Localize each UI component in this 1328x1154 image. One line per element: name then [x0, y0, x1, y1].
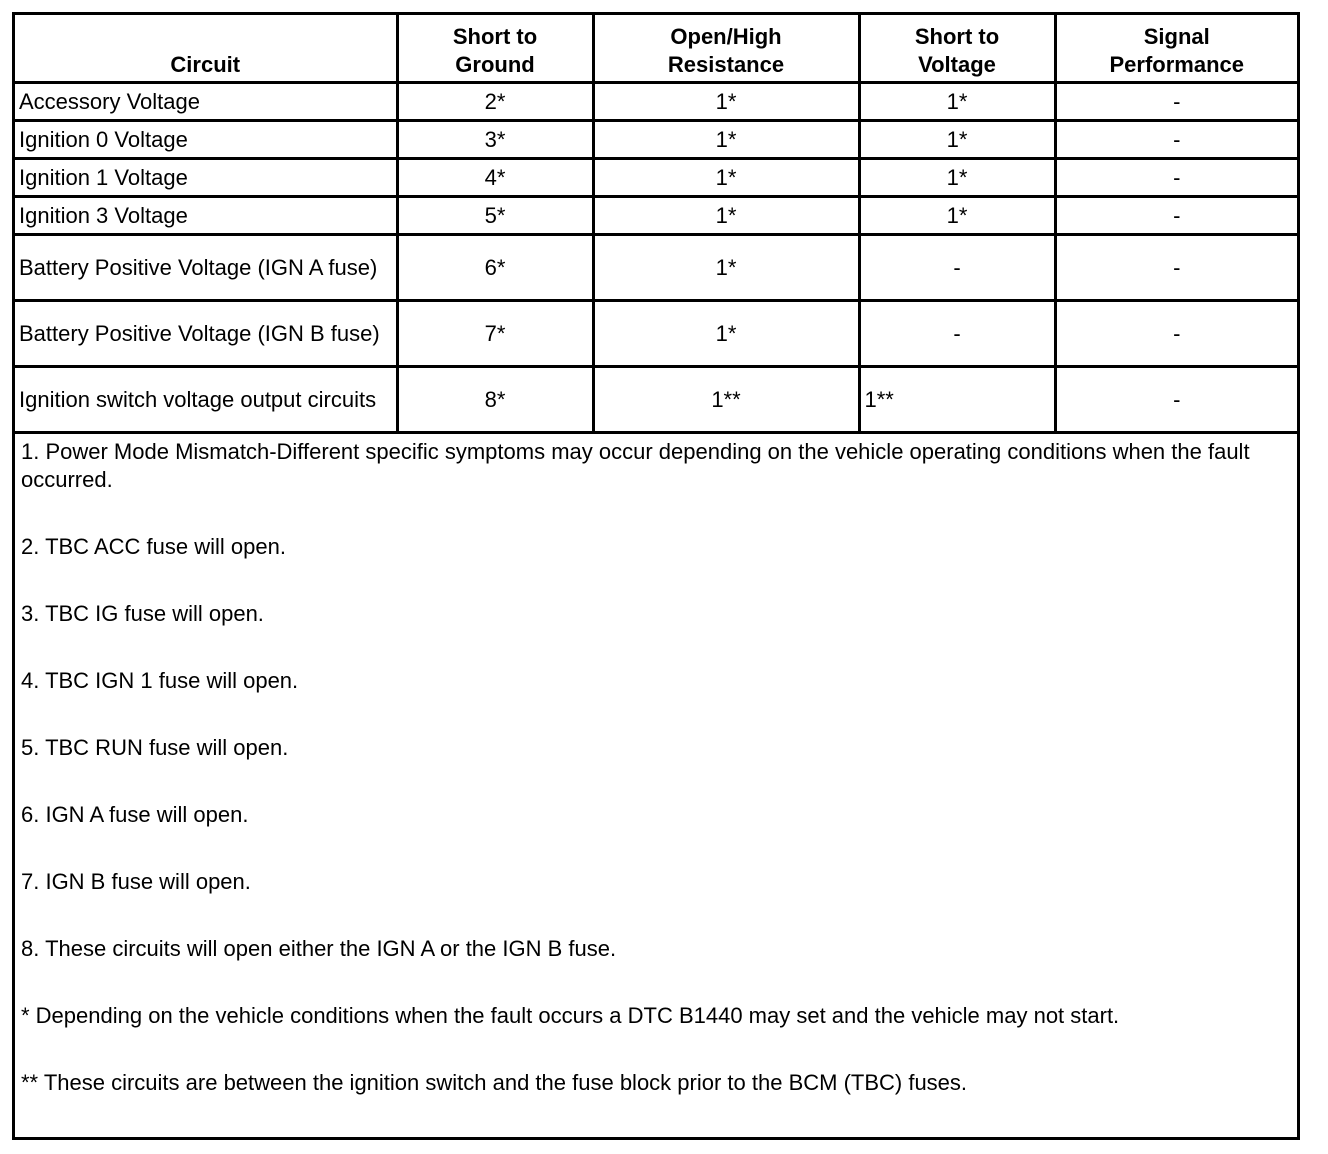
notes-section — [15, 434, 1297, 1097]
circuit-cell: Ignition switch voltage output circuits — [15, 367, 397, 433]
note-5: 5. TBC RUN fuse will open. — [21, 735, 289, 760]
open-high-resistance-cell: 1** — [593, 367, 859, 433]
header-circuit — [15, 15, 397, 83]
note-7: 7. IGN B fuse will open. — [21, 869, 251, 894]
short-to-voltage-cell: 1** — [859, 367, 1055, 433]
header-line: Performance — [1109, 52, 1244, 77]
note-1: 1. Power Mode Mismatch-Different specific symptoms may occur depending on the vehicle operating conditions when the fault occurred. — [21, 439, 1250, 492]
short-to-voltage-cell: 1* — [859, 83, 1055, 121]
circuit-cell: Battery Positive Voltage (IGN B fuse) — [15, 301, 397, 367]
short-to-voltage-cell: 1* — [859, 159, 1055, 197]
note-2: 2. TBC ACC fuse will open. — [21, 534, 286, 559]
note-6: 6. IGN A fuse will open. — [21, 802, 249, 827]
header-signal-performance — [1055, 15, 1297, 83]
header-open-high-resistance — [593, 15, 859, 83]
circuit-cell: Ignition 1 Voltage — [15, 159, 397, 197]
header-line: Circuit — [170, 52, 241, 77]
header-line: Short to — [914, 24, 1000, 49]
short-to-ground-cell: 6* — [397, 235, 593, 301]
short-to-ground-cell: 2* — [397, 83, 593, 121]
open-high-resistance-cell: 1* — [593, 83, 859, 121]
header-line: Open/High — [670, 24, 782, 49]
short-to-voltage-cell: - — [859, 301, 1055, 367]
fault-symptom-document — [12, 12, 1300, 1140]
header-line: Ground — [455, 52, 535, 77]
short-to-voltage-cell: 1* — [859, 121, 1055, 159]
header-line: Signal — [1143, 24, 1210, 49]
note-8: 8. These circuits will open either the IGN A or the IGN B fuse. — [21, 936, 617, 961]
header-line: Voltage — [918, 52, 996, 77]
table-row — [15, 121, 1297, 159]
open-high-resistance-cell: 1* — [593, 197, 859, 235]
short-to-ground-cell: 8* — [397, 367, 593, 433]
signal-performance-cell: - — [1055, 197, 1297, 235]
short-to-voltage-cell: - — [859, 235, 1055, 301]
circuit-cell: Ignition 0 Voltage — [15, 121, 397, 159]
short-to-voltage-cell: 1* — [859, 197, 1055, 235]
signal-performance-cell: - — [1055, 121, 1297, 159]
fault-symptom-table — [15, 15, 1297, 434]
note-4: 4. TBC IGN 1 fuse will open. — [21, 668, 299, 693]
note-3: 3. TBC IG fuse will open. — [21, 601, 264, 626]
short-to-ground-cell: 5* — [397, 197, 593, 235]
header-line: Resistance — [667, 52, 785, 77]
table-row — [15, 197, 1297, 235]
open-high-resistance-cell: 1* — [593, 235, 859, 301]
signal-performance-cell: - — [1055, 301, 1297, 367]
note-single-asterisk: * Depending on the vehicle conditions when the fault occurs a DTC B1440 may set and the vehicle may not start. — [21, 1003, 1120, 1028]
table-row — [15, 301, 1297, 367]
short-to-ground-cell: 7* — [397, 301, 593, 367]
open-high-resistance-cell: 1* — [593, 301, 859, 367]
short-to-ground-cell: 3* — [397, 121, 593, 159]
table-header-row — [15, 15, 1297, 83]
table-row — [15, 235, 1297, 301]
circuit-cell: Accessory Voltage — [15, 83, 397, 121]
table-row — [15, 83, 1297, 121]
table-row — [15, 367, 1297, 433]
header-short-to-voltage — [859, 15, 1055, 83]
signal-performance-cell: - — [1055, 235, 1297, 301]
header-line: Short to — [452, 24, 538, 49]
table-row — [15, 159, 1297, 197]
note-double-asterisk: ** These circuits are between the ignition switch and the fuse block prior to the BCM (TBC) fuses. — [21, 1070, 968, 1095]
short-to-ground-cell: 4* — [397, 159, 593, 197]
open-high-resistance-cell: 1* — [593, 121, 859, 159]
circuit-cell: Ignition 3 Voltage — [15, 197, 397, 235]
header-short-to-ground — [397, 15, 593, 83]
open-high-resistance-cell: 1* — [593, 159, 859, 197]
signal-performance-cell: - — [1055, 159, 1297, 197]
circuit-cell: Battery Positive Voltage (IGN A fuse) — [15, 235, 397, 301]
signal-performance-cell: - — [1055, 367, 1297, 433]
signal-performance-cell: - — [1055, 83, 1297, 121]
